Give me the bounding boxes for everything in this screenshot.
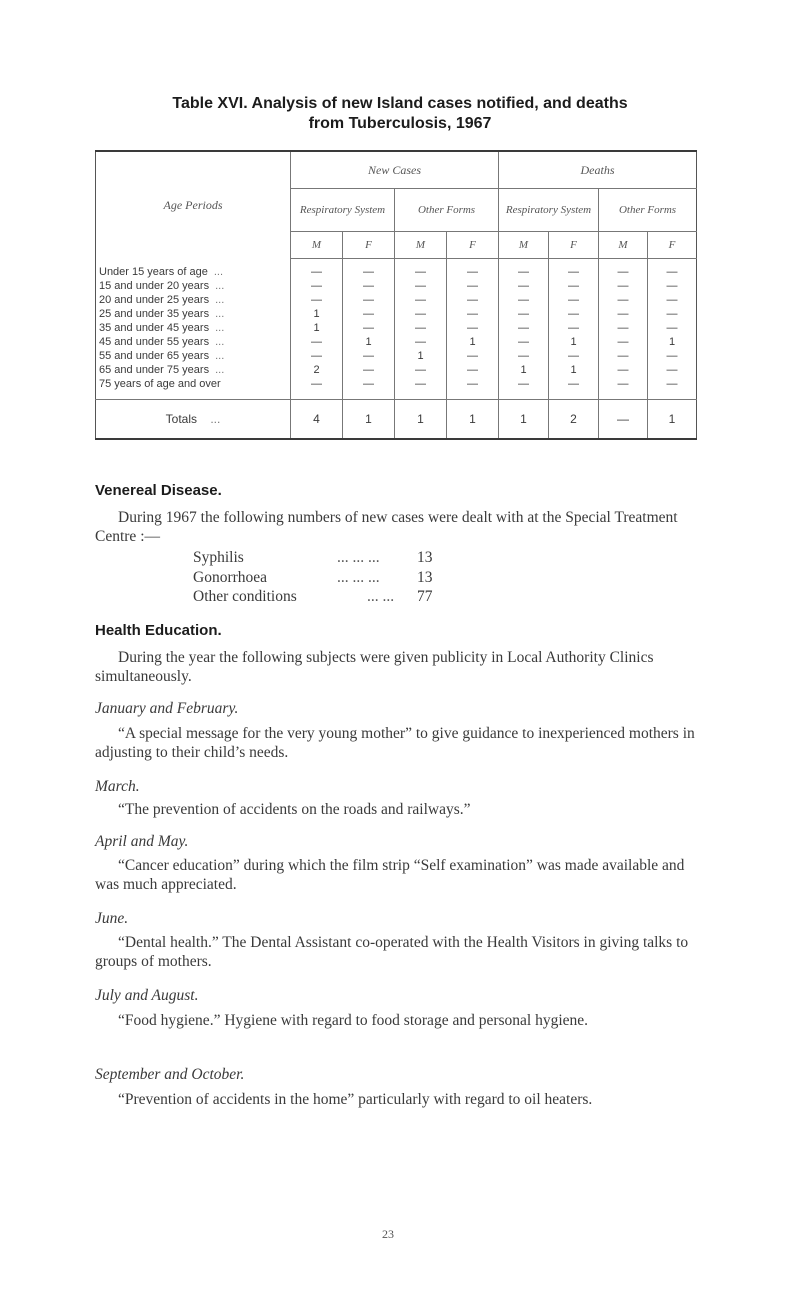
total-value: 1 xyxy=(343,400,395,440)
table-row xyxy=(96,349,697,363)
table-cell: — xyxy=(447,349,499,363)
disease-count: 13 xyxy=(417,568,433,586)
month-label: July and August. xyxy=(95,987,199,1004)
leader-dots: ... ... ... xyxy=(337,549,380,566)
age-period-cell xyxy=(96,293,291,307)
table-cell: — xyxy=(291,259,343,280)
health-intro: During the year the following subjects were given publicity in Local Authority Clinics simultaneously. xyxy=(95,649,654,685)
table-cell: — xyxy=(549,321,599,335)
table-cell: — xyxy=(447,293,499,307)
month-label: April and May. xyxy=(95,833,189,850)
total-value: 1 xyxy=(447,400,499,440)
table-cell: — xyxy=(447,321,499,335)
age-period-label: Under 15 years of age xyxy=(99,265,208,278)
table-cell: — xyxy=(599,293,648,307)
total-value: — xyxy=(599,400,648,440)
disease-label: Gonorrhoea xyxy=(193,568,268,586)
disease-label: Syphilis xyxy=(193,549,244,566)
table-cell: — xyxy=(499,259,549,280)
table-cell: — xyxy=(499,307,549,321)
table-cell: — xyxy=(291,335,343,349)
table-cell: — xyxy=(549,349,599,363)
table-cell: — xyxy=(599,363,648,377)
age-period-label: 15 and under 20 years xyxy=(99,280,210,292)
table-cell: — xyxy=(343,279,395,293)
venereal-heading: Venereal Disease. xyxy=(95,482,222,499)
table-cell: — xyxy=(447,279,499,293)
month-label: June. xyxy=(95,910,129,927)
table-cell: — xyxy=(395,377,447,400)
age-period-cell xyxy=(96,307,291,321)
table-cell: — xyxy=(599,279,648,293)
table-cell: — xyxy=(343,321,395,335)
table-cell: — xyxy=(395,335,447,349)
table-cell: — xyxy=(499,321,549,335)
total-value: 1 xyxy=(395,400,447,440)
entry-text: “Food hygiene.” Hygiene with regard to food storage and personal hygiene. xyxy=(118,1012,589,1029)
table-cell: — xyxy=(648,377,697,400)
table-cell: — xyxy=(343,259,395,280)
entry-text: “The prevention of accidents on the roads and railways.” xyxy=(118,801,471,818)
table-cell: — xyxy=(447,259,499,280)
death-respiratory-header: Respiratory System xyxy=(499,189,599,232)
tuberculosis-table xyxy=(95,150,697,440)
table-row xyxy=(96,377,697,400)
table-cell: — xyxy=(343,293,395,307)
age-period-cell xyxy=(96,279,291,293)
entry-text: “A special message for the very young mother” to give guidance to inexperienced mothers in adjusting to their child’s needs. xyxy=(95,725,695,761)
table-cell: — xyxy=(549,259,599,280)
table-cell: — xyxy=(599,335,648,349)
title-line-2: from Tuberculosis, 1967 xyxy=(308,115,492,132)
total-value: 2 xyxy=(549,400,599,440)
table-cell: — xyxy=(599,349,648,363)
health-heading: Health Education. xyxy=(95,622,222,639)
table-cell: — xyxy=(648,363,697,377)
table-row xyxy=(96,321,697,335)
age-period-label: 35 and under 45 years xyxy=(99,322,210,334)
table-cell: — xyxy=(291,293,343,307)
table-row xyxy=(96,259,697,280)
table-cell: 1 xyxy=(499,363,549,377)
totals-dots: ... xyxy=(210,412,221,426)
age-period-label: 25 and under 35 years xyxy=(99,308,210,320)
age-period-cell xyxy=(96,335,291,349)
leader-dots: ... ... xyxy=(367,588,395,605)
totals-label: Totals xyxy=(165,412,197,426)
table-cell: — xyxy=(291,279,343,293)
table-cell: — xyxy=(395,293,447,307)
entry-text: “Cancer education” during which the film strip “Self examination” was made available and was much appreciated. xyxy=(95,857,685,893)
age-period-cell xyxy=(96,377,291,400)
age-period-label: 55 and under 65 years xyxy=(99,350,210,362)
total-value: 4 xyxy=(291,400,343,440)
total-value: 1 xyxy=(499,400,549,440)
table-cell: — xyxy=(599,259,648,280)
sex-f-header: F xyxy=(648,232,697,259)
leader-dots: ... xyxy=(215,350,225,362)
table-cell: — xyxy=(395,363,447,377)
table-cell: — xyxy=(648,349,697,363)
new-cases-header: New Cases xyxy=(291,151,499,189)
table-cell: — xyxy=(549,293,599,307)
table-cell: — xyxy=(648,259,697,280)
table-cell: — xyxy=(343,349,395,363)
table-cell: 1 xyxy=(343,335,395,349)
death-other-header: Other Forms xyxy=(599,189,697,232)
totals-label-cell xyxy=(96,400,291,440)
sex-m-header: M xyxy=(395,232,447,259)
age-period-cell xyxy=(96,349,291,363)
disease-count: 77 xyxy=(417,588,433,605)
table-cell: — xyxy=(499,377,549,400)
table-cell: — xyxy=(447,377,499,400)
table-cell: — xyxy=(648,293,697,307)
table-cell: — xyxy=(648,307,697,321)
leader-dots: ... ... ... xyxy=(337,568,380,586)
table-cell: 1 xyxy=(291,307,343,321)
title-line-1: Table XVI. Analysis of new Island cases notified, and deaths xyxy=(172,95,628,112)
table-cell: — xyxy=(499,335,549,349)
age-period-label: 45 and under 55 years xyxy=(99,336,210,348)
sex-f-header: F xyxy=(549,232,599,259)
table-cell: — xyxy=(447,307,499,321)
venereal-intro: During 1967 the following numbers of new cases were dealt with at the Special Treatment Centre :— xyxy=(95,509,678,545)
list-item xyxy=(193,587,457,607)
sex-m-header: M xyxy=(599,232,648,259)
totals-row xyxy=(96,400,697,440)
new-respiratory-header: Respiratory System xyxy=(291,189,395,232)
list-item xyxy=(193,568,457,588)
entry-text: “Prevention of accidents in the home” particularly with regard to oil heaters. xyxy=(118,1091,593,1108)
sex-f-header: F xyxy=(343,232,395,259)
sex-m-header: M xyxy=(291,232,343,259)
total-value: 1 xyxy=(648,400,697,440)
age-periods-header: Age Periods xyxy=(163,197,223,212)
month-label: January and February. xyxy=(95,700,239,717)
table-cell: 1 xyxy=(549,335,599,349)
table-cell: 1 xyxy=(549,363,599,377)
table-cell: — xyxy=(447,363,499,377)
age-period-label: 75 years of age and over xyxy=(99,378,221,390)
leader-dots: ... xyxy=(213,265,224,278)
page-title xyxy=(60,94,740,134)
table-cell: — xyxy=(499,349,549,363)
list-item xyxy=(193,548,457,568)
table-cell: — xyxy=(648,279,697,293)
age-period-cell xyxy=(96,321,291,335)
table-cell: 1 xyxy=(395,349,447,363)
table-cell: — xyxy=(395,307,447,321)
leader-dots: ... xyxy=(215,336,225,348)
table-row xyxy=(96,293,697,307)
age-period-cell xyxy=(96,363,291,377)
table-cell: 2 xyxy=(291,363,343,377)
table-row xyxy=(96,279,697,293)
table-cell: — xyxy=(648,321,697,335)
month-label: September and October. xyxy=(95,1066,245,1083)
table-cell: — xyxy=(343,307,395,321)
table-cell: — xyxy=(499,279,549,293)
venereal-list xyxy=(193,548,457,607)
leader-dots: ... xyxy=(215,294,225,306)
age-period-label: 20 and under 25 years xyxy=(99,294,210,306)
table-row xyxy=(96,335,697,349)
table-cell: 1 xyxy=(291,321,343,335)
table-cell: — xyxy=(395,259,447,280)
age-period-label: 65 and under 75 years xyxy=(99,364,210,376)
deaths-header: Deaths xyxy=(499,151,697,189)
sex-f-header: F xyxy=(447,232,499,259)
leader-dots: ... xyxy=(215,364,225,376)
table-cell: — xyxy=(599,377,648,400)
page-number: 23 xyxy=(382,1227,394,1241)
table-cell: — xyxy=(291,349,343,363)
table-cell: — xyxy=(549,307,599,321)
disease-label: Other conditions xyxy=(193,588,297,605)
table-cell: — xyxy=(599,307,648,321)
table-row xyxy=(96,363,697,377)
age-period-cell xyxy=(96,259,291,280)
table-cell: — xyxy=(599,321,648,335)
leader-dots: ... xyxy=(215,308,225,320)
table-body xyxy=(96,259,697,440)
table-cell: — xyxy=(499,293,549,307)
table-cell: — xyxy=(549,279,599,293)
table-cell: — xyxy=(343,363,395,377)
table-cell: — xyxy=(395,279,447,293)
table-cell: 1 xyxy=(648,335,697,349)
disease-count: 13 xyxy=(417,549,433,566)
table-cell: — xyxy=(549,377,599,400)
table-cell: — xyxy=(395,321,447,335)
table-row xyxy=(96,307,697,321)
new-other-header: Other Forms xyxy=(395,189,499,232)
table-cell: 1 xyxy=(447,335,499,349)
sex-m-header: M xyxy=(499,232,549,259)
month-label: March. xyxy=(95,778,140,795)
leader-dots: ... xyxy=(215,280,225,292)
entry-text: “Dental health.” The Dental Assistant co-operated with the Health Visitors in giving talks to groups of mothers. xyxy=(95,934,689,970)
table-cell: — xyxy=(343,377,395,400)
leader-dots: ... xyxy=(215,322,225,334)
table-cell: — xyxy=(291,377,343,400)
